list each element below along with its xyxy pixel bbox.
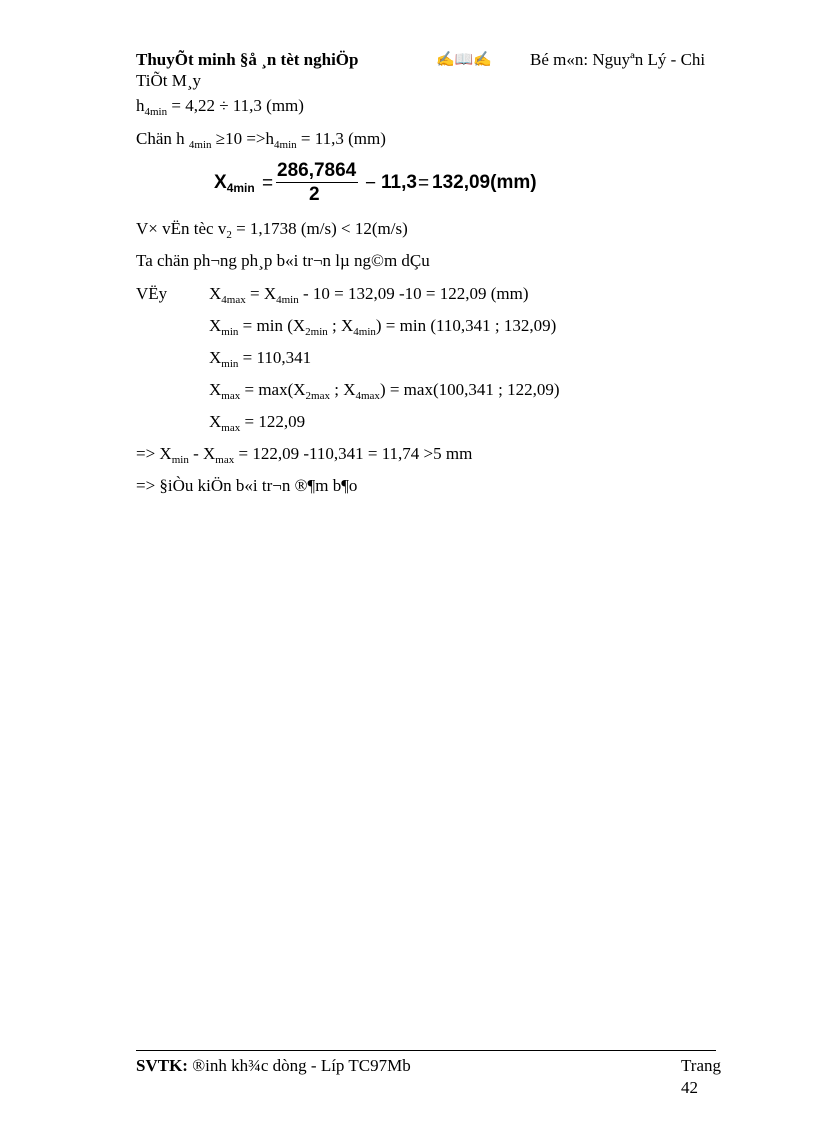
line-xmax-formula: $X_{max} = \max(X_{2max}$ ; $X_{4max}) = \max(100,341$ ; 122,09) (209, 380, 560, 402)
line-choose-h4min: Chän h $_{4min} \ge 10 =>h_{4min} = 11,3$ (mm) (136, 129, 386, 151)
formula-minus: − (365, 173, 377, 194)
formula-eq1: = (262, 173, 274, 194)
footer-page-number: 42 (681, 1078, 698, 1097)
line-lubrication-method: Ta chän ph¬ng ph¸p b«i tr¬n lµ ng©m dÇu (136, 251, 430, 270)
header-subject-continued: TiÕt M¸y (136, 71, 202, 90)
line-x4max: $X_{4max} = X_{4min} - 10 = 132,09$ -10 = 122,09 (mm) (209, 284, 529, 306)
line-h4min-range: $h_{4min} = 4,22 \div 11,3$ (mm) (136, 96, 304, 118)
line-velocity: V× vËn tèc $v_2 = 1,1738$ (m/s) < 12(m/s) (136, 219, 408, 241)
footer-author: SVTK: ®inh kh¾c dòng - Líp TC97Mb (136, 1056, 411, 1075)
formula-denominator: 2 (309, 184, 320, 205)
formula-eq2: = (418, 173, 430, 194)
header-ornament-icon: ✍📖✍ (436, 52, 493, 68)
line-conclusion: => §iÒu kiÖn b«i tr¬n ®¶m b¶o (136, 476, 358, 495)
footer-page-label: Trang (681, 1056, 721, 1075)
header-subject: Bé m«n: Nguyªn Lý - Chi (530, 50, 706, 69)
formula-term: 11,3 (381, 172, 417, 193)
formula-lhs: $X_{4min}$ (214, 172, 255, 195)
line-xmax-value: $X_{max} = 122,09$ (209, 412, 306, 434)
line-difference: => $X_{min} - X_{max} = 122,09$ -110,341 = 11,74 >5 mm (136, 444, 473, 466)
formula-fraction-bar (276, 182, 358, 183)
header-title: ThuyÕt minh §å ¸n tèt nghiÖp (136, 50, 359, 69)
line-xmin-formula: $X_{min} = \min (X_{2min}$ ; $X_{4min}) = \min (110,341$ ; 132,09) (209, 316, 557, 338)
footer-divider (136, 1050, 716, 1051)
formula-result: 132,09(mm) (432, 172, 537, 193)
line-therefore-label: VËy (136, 284, 168, 303)
formula-numerator: 286,7864 (277, 160, 357, 181)
line-xmin-value: $X_{min} = 110,341$ (209, 348, 312, 370)
